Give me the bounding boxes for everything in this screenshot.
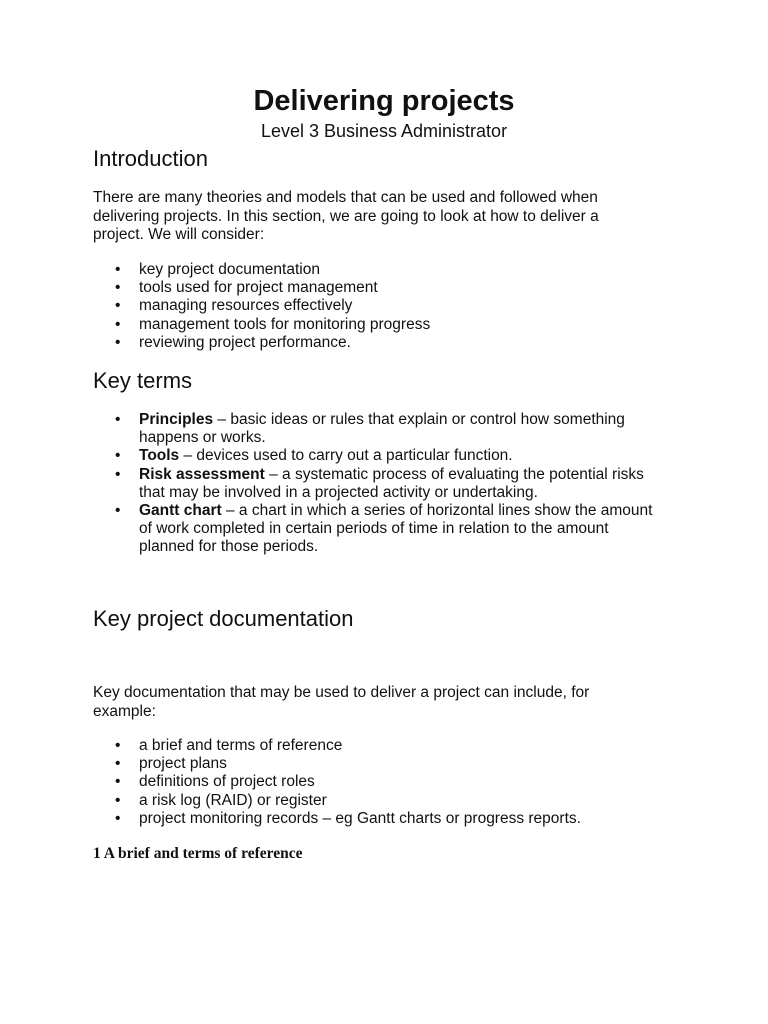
key-term-definition: – devices used to carry out a particular function. <box>179 447 513 465</box>
list-item <box>93 792 673 810</box>
key-term-item <box>93 447 653 465</box>
bullet-icon: • <box>115 465 121 483</box>
intro-heading: Introduction <box>93 146 208 171</box>
bullet-icon: • <box>115 502 121 520</box>
documentation-heading: Key project documentation <box>93 606 354 631</box>
intro-paragraph: There are many theories and models that can be used and followed when delivering projects. In this section, we are going to look at how to deliver a project. We will consider: <box>93 189 599 243</box>
key-term-item <box>93 466 653 502</box>
list-item <box>93 316 673 334</box>
intro-bullet-list <box>93 261 673 352</box>
list-item <box>93 773 673 791</box>
bullet-icon: • <box>115 791 121 809</box>
list-item-text: management tools for monitoring progress <box>139 315 431 333</box>
key-term-name: Principles <box>139 411 214 428</box>
documentation-bullet-list <box>93 737 673 828</box>
key-term-name: Gantt chart <box>139 502 222 520</box>
list-item-text: a risk log (RAID) or register <box>139 791 327 809</box>
bullet-icon: • <box>115 755 121 773</box>
list-item <box>93 810 673 828</box>
bullet-icon: • <box>115 279 121 297</box>
bullet-icon: • <box>115 315 121 333</box>
list-item-text: tools used for project management <box>139 279 378 297</box>
section-1-heading: 1 A brief and terms of reference <box>93 845 303 862</box>
list-item <box>93 279 673 297</box>
list-item <box>93 334 673 352</box>
key-term-definition: – a systematic process of evaluating the potential risks that may be involved in a projected activity or undertaking. <box>139 465 644 501</box>
document-subtitle: Level 3 Business Administrator <box>260 121 508 141</box>
key-terms-heading: Key terms <box>93 368 193 393</box>
key-term-item <box>93 502 653 557</box>
list-item-text: a brief and terms of reference <box>139 737 343 754</box>
list-item <box>93 297 673 315</box>
key-term-definition: – a chart in which a series of horizontal lines show the amount of work completed in certain periods of time in relation to the amount planned for those periods. <box>139 502 653 556</box>
list-item-text: project monitoring records – eg Gantt charts or progress reports. <box>139 809 581 827</box>
bullet-icon: • <box>115 737 121 754</box>
document-title: Delivering projects <box>253 85 515 117</box>
key-term-name: Risk assessment <box>139 465 265 483</box>
bullet-icon: • <box>115 411 121 428</box>
list-item-text: definitions of project roles <box>139 773 315 791</box>
list-item-text: reviewing project performance. <box>139 333 351 351</box>
bullet-icon: • <box>115 447 121 465</box>
list-item <box>93 755 673 773</box>
key-term-item <box>93 411 653 447</box>
bullet-icon: • <box>115 261 121 278</box>
bullet-icon: • <box>115 297 121 315</box>
list-item-text: project plans <box>139 755 227 773</box>
documentation-paragraph: Key documentation that may be used to deliver a project can include, for example: <box>93 684 590 720</box>
list-item-text: key project documentation <box>139 261 320 278</box>
bullet-icon: • <box>115 333 121 351</box>
bullet-icon: • <box>115 773 121 791</box>
bullet-icon: • <box>115 809 121 827</box>
list-item <box>93 261 673 279</box>
list-item-text: managing resources effectively <box>139 297 353 315</box>
list-item <box>93 737 673 755</box>
key-term-name: Tools <box>139 447 180 465</box>
key-terms-list <box>93 411 653 557</box>
key-term-definition: – basic ideas or rules that explain or control how something happens or works. <box>139 411 625 447</box>
